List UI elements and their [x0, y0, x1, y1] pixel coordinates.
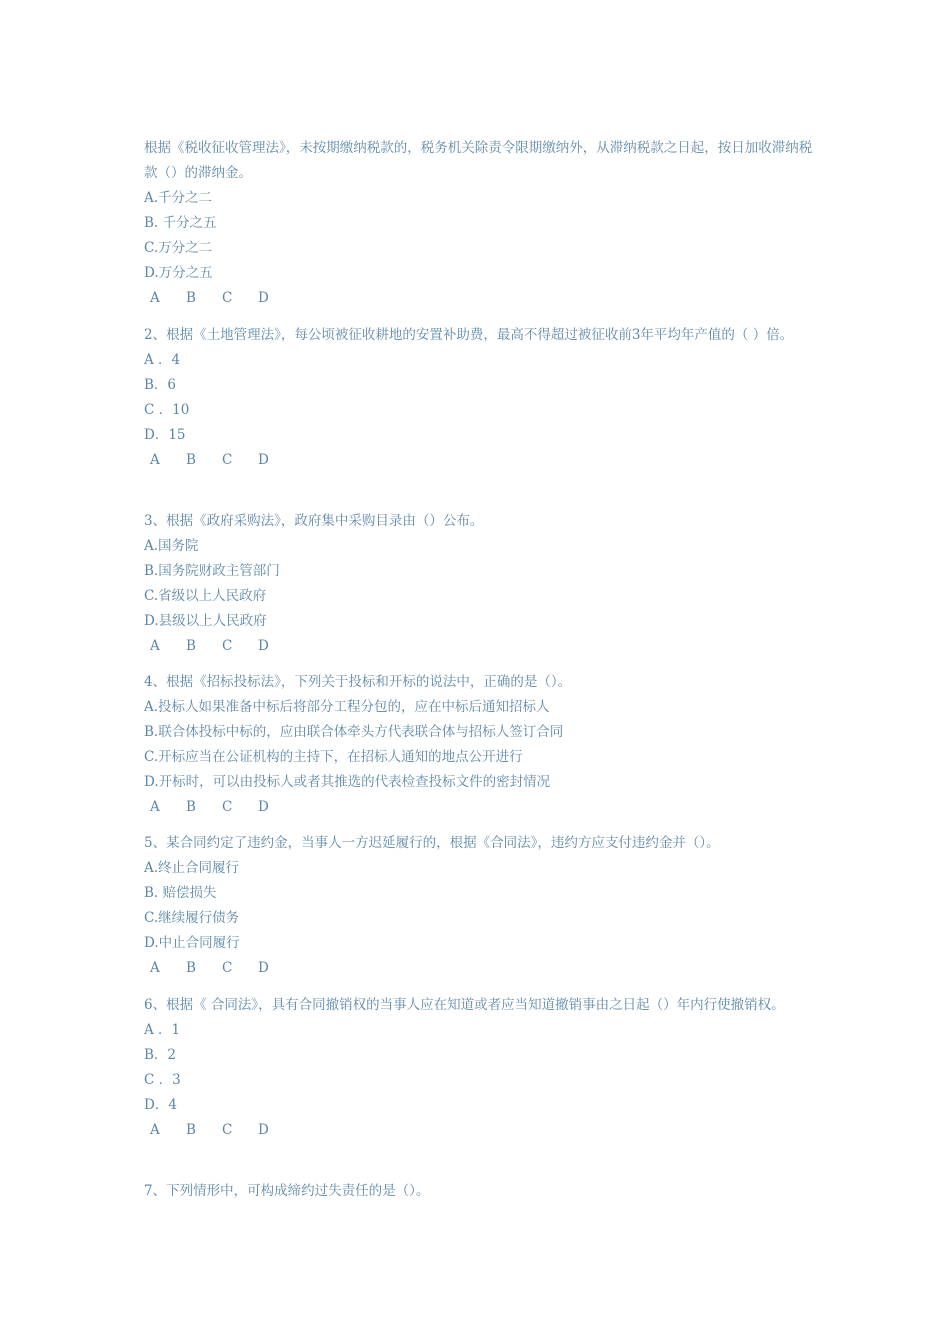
choice-d[interactable]: D [258, 452, 269, 468]
option-a: A.千分之二 [144, 190, 213, 206]
choice-c[interactable]: C [222, 960, 233, 976]
option-c: C ．3 [144, 1072, 181, 1088]
option-b: B. 赔偿损失 [144, 885, 217, 901]
choice-c[interactable]: C [222, 638, 233, 654]
option-b: B．2 [144, 1047, 177, 1063]
choice-d[interactable]: D [258, 290, 269, 306]
question-7 [144, 1179, 814, 1204]
choice-b[interactable]: B [186, 290, 196, 306]
question-4 [144, 670, 814, 820]
option-a: A ．1 [144, 1022, 181, 1038]
choice-d[interactable]: D [258, 638, 269, 654]
option-a: A.终止合同履行 [144, 860, 240, 876]
question-stem: 6、根据《 合同法》，具有合同撤销权的当事人应在知道或者应当知道撤销事由之日起（）年内行使撤销权。 [144, 997, 785, 1013]
choice-b[interactable]: B [186, 452, 196, 468]
choice-c[interactable]: C [222, 799, 233, 815]
choice-d[interactable]: D [258, 799, 269, 815]
choice-c[interactable]: C [222, 452, 233, 468]
answer-choices [144, 286, 814, 311]
option-c: C.继续履行债务 [144, 910, 240, 926]
question-3 [144, 509, 814, 659]
option-c: C.省级以上人民政府 [144, 588, 267, 604]
question-6 [144, 993, 814, 1143]
choice-a[interactable]: A [150, 1122, 160, 1138]
question-1 [144, 136, 814, 311]
question-stem: 3、根据《政府采购法》，政府集中采购目录由（）公布。 [144, 513, 484, 529]
question-stem: 5、某合同约定了违约金，当事人一方迟延履行的，根据《合同法》，违约方应支付违约金并（）。 [144, 835, 720, 851]
option-d: D.万分之五 [144, 265, 213, 281]
question-2 [144, 323, 814, 473]
answer-choices [144, 1118, 814, 1143]
choice-b[interactable]: B [186, 799, 196, 815]
choice-b[interactable]: B [186, 638, 196, 654]
option-d: D.开标时，可以由投标人或者其推选的代表检查投标文件的密封情况 [144, 774, 551, 790]
answer-choices [144, 634, 814, 659]
choice-d[interactable]: D [258, 960, 269, 976]
question-stem: 4、根据《招标投标法》，下列关于投标和开标的说法中，正确的是（）。 [144, 674, 572, 690]
choice-b[interactable]: B [186, 1122, 196, 1138]
option-d: D．4 [144, 1097, 177, 1113]
option-a: A ．4 [144, 352, 181, 368]
option-b: B. 千分之五 [144, 215, 217, 231]
choice-a[interactable]: A [150, 638, 160, 654]
option-b: B.国务院财政主管部门 [144, 563, 280, 579]
option-c: C.万分之二 [144, 240, 213, 256]
option-b: B.联合体投标中标的，应由联合体牵头方代表联合体与招标人签订合同 [144, 724, 564, 740]
choice-a[interactable]: A [150, 452, 160, 468]
choice-c[interactable]: C [222, 1122, 233, 1138]
choice-d[interactable]: D [258, 1122, 269, 1138]
question-stem: 7、下列情形中，可构成缔约过失责任的是（）。 [144, 1183, 430, 1199]
question-5 [144, 831, 814, 981]
option-c: C.开标应当在公证机构的主持下，在招标人通知的地点公开进行 [144, 749, 523, 765]
choice-a[interactable]: A [150, 799, 160, 815]
answer-choices [144, 795, 814, 820]
choice-b[interactable]: B [186, 960, 196, 976]
option-c: C ．10 [144, 402, 190, 418]
choice-c[interactable]: C [222, 290, 233, 306]
answer-choices [144, 448, 814, 473]
question-stem: 根据《税收征收管理法》，未按期缴纳税款的，税务机关除责令限期缴纳外，从滞纳税款之日起，按日加收滞纳税款（）的滞纳金。 [144, 140, 813, 181]
option-d: D.中止合同履行 [144, 935, 240, 951]
option-a: A.国务院 [144, 538, 199, 554]
option-a: A.投标人如果准备中标后将部分工程分包的，应在中标后通知招标人 [144, 699, 550, 715]
choice-a[interactable]: A [150, 960, 160, 976]
question-stem: 2、根据《土地管理法》，每公顷被征收耕地的安置补助费，最高不得超过被征收前3年平均年产值的（ ）倍。 [144, 327, 794, 343]
option-d: D．15 [144, 427, 186, 443]
choice-a[interactable]: A [150, 290, 160, 306]
answer-choices [144, 956, 814, 981]
option-d: D.县级以上人民政府 [144, 613, 267, 629]
option-b: B．6 [144, 377, 177, 393]
